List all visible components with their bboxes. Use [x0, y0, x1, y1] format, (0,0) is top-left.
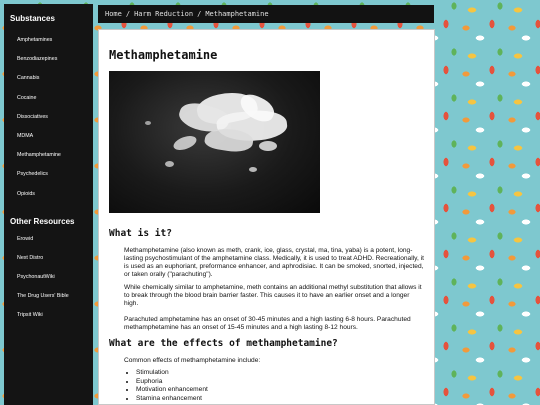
methamphetamine-photo — [109, 71, 320, 213]
sidebar-item-opioids[interactable]: Opioids — [17, 190, 35, 197]
resources-heading: Other Resources — [10, 216, 75, 226]
substances-heading: Substances — [10, 14, 55, 23]
sidebar-item-methamphetamine[interactable]: Methamphetamine — [17, 152, 61, 159]
paragraph-chemistry: While chemically similar to amphetamine, meth contains an additional methyl substitution that allows it to break through the blood brain barrier faster. This causes it to have an earlier onset and a longer high. — [124, 284, 422, 308]
list-item: • Euphoria — [136, 378, 208, 387]
article-content — [98, 29, 435, 405]
sidebar-item-cannabis[interactable]: Cannabis — [17, 75, 40, 82]
sidebar-item-psychonautwiki[interactable]: PsychonautWiki — [17, 274, 55, 281]
paragraph-intro: Methamphetamine (also known as meth, crank, ice, glass, crystal, ma, tina, yaba) is a potent, long-lasting psychostimulant of the amphetamine class. Medically, it is used to treat ADHD. Recreationally, it is used as an euphoriant, preformance enhancer, and aphrodisiac. It can be smoked, snorted, injected, or taken orally ("parachuting"). — [124, 247, 424, 279]
sidebar-item-mdma[interactable]: MDMA — [17, 132, 34, 139]
sidebar — [4, 4, 93, 405]
breadcrumb-harm-reduction[interactable]: Harm Reduction — [134, 10, 194, 18]
sidebar-item-dissociatives[interactable]: Dissociatives — [17, 113, 48, 120]
breadcrumb — [98, 5, 434, 23]
sidebar-item-amphetamines[interactable]: Amphetamines — [17, 37, 53, 43]
sidebar-item-cocaine[interactable]: Cocaine — [17, 94, 37, 101]
list-item: • Stimulation — [136, 369, 208, 378]
section-what-is-it-heading: What is it? — [109, 228, 172, 239]
breadcrumb-home[interactable]: Home — [105, 10, 122, 18]
sidebar-item-erowid[interactable]: Erowid — [17, 235, 34, 242]
sidebar-item-drug-users-bible[interactable]: The Drug Users' Bible — [17, 293, 69, 300]
sidebar-item-next-distro[interactable]: Next Distro — [17, 254, 44, 261]
list-item: • Motivation enhancement — [136, 386, 208, 395]
resources-list — [4, 230, 93, 326]
page-title: Methamphetamine — [109, 48, 218, 62]
breadcrumb-separator: / — [125, 10, 131, 18]
breadcrumb-separator: / — [197, 10, 202, 18]
sidebar-item-tripsit-wiki[interactable]: Tripsit Wiki — [17, 312, 43, 319]
list-item: • Stamina enhancement — [136, 395, 208, 404]
effects-intro: Common effects of methamphetamine include: — [124, 357, 261, 364]
paragraph-onset: Parachuted amphetamine has an onset of 30-45 minutes and a high lasting 6-8 hours. Parachuted methamphetamine has an onset of 15-45 minutes and a high lasting 8-12 hours. — [124, 316, 411, 332]
sidebar-item-benzodiazepines[interactable]: Benzodiazepines — [17, 56, 58, 63]
effects-list — [124, 369, 208, 403]
sidebar-item-psychedelics[interactable]: Psychedelics — [17, 171, 48, 178]
substances-list — [4, 31, 93, 204]
section-effects-heading: What are the effects of methamphetamine? — [109, 338, 338, 349]
breadcrumb-current: Methamphetamine — [205, 10, 269, 18]
